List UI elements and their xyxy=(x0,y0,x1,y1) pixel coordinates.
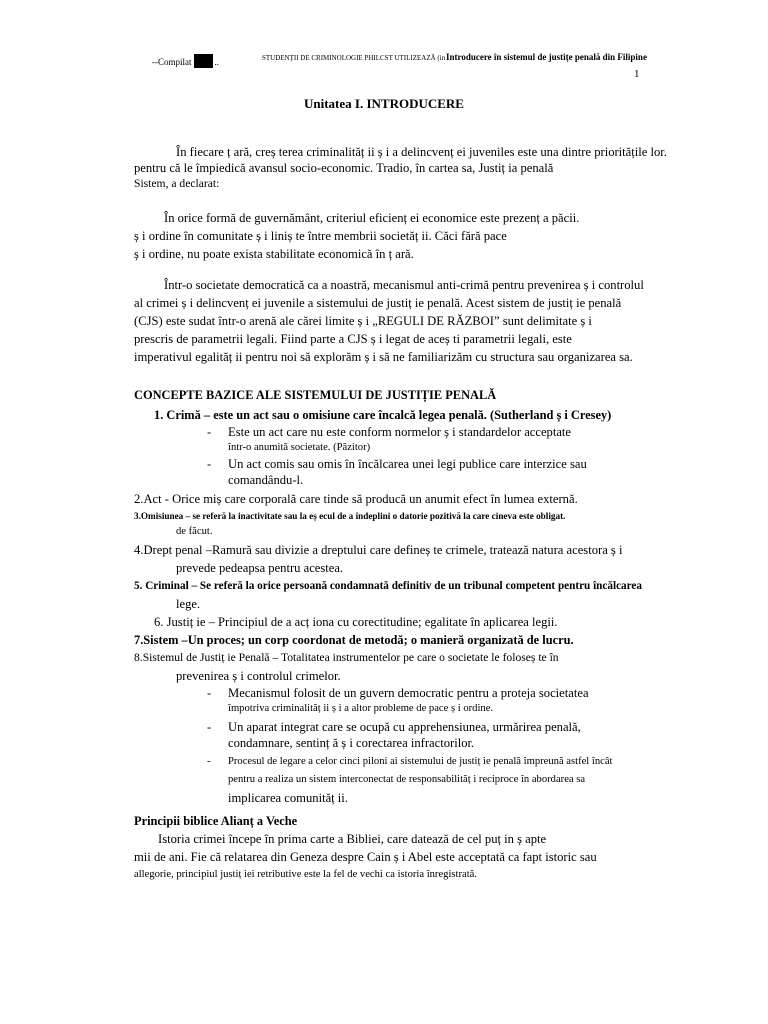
list-item xyxy=(134,424,764,440)
intro-line: Sistem, a declarat: xyxy=(134,177,220,190)
concept-omission-cont: de făcut. xyxy=(176,526,213,537)
header-middle-text: STUDENȚII DE CRIMINOLOGIE PHILCST UTILIZEAZĂ (in xyxy=(262,54,446,62)
intro-line: În fiecare ț ară, creș terea criminalităț ii ș i a delincvenț ei juveniles este una dintre prioritățile lor. xyxy=(176,145,667,159)
concepts-list xyxy=(134,406,764,807)
bullet-continuation: comandându-l. xyxy=(228,473,304,487)
page-header xyxy=(0,52,768,68)
biblical-line: Istoria crimei începe în prima carte a Bibliei, care datează de cel puț in ș apte xyxy=(158,832,547,846)
concept-system: 7.Sistem –Un proces; un corp coordonat de metodă; o manieră organizată de lucru. xyxy=(134,633,574,647)
bullet-continuation: condamnare, sentinț ă ș i corectarea infractorilor. xyxy=(228,736,475,750)
bullet-text: Un act comis sau omis în încălcarea unei legi publice care interzice sau xyxy=(228,457,587,471)
header-document-title: Introducere în sistemul de justițe penală din Filipine xyxy=(446,52,647,62)
header-compiled-by xyxy=(152,54,219,68)
concept-omission: 3.Omisiunea – se referă la inactivitate sau la eș ecul de a îndeplini o datorie pozitivă la care cineva este obligat. xyxy=(134,511,566,521)
biblical-heading: Principii biblice Alianț a Veche xyxy=(134,814,298,828)
cjs-line: al crimei ș i delincvenț ei juvenile a sistemului de justiț ie penală. Acest sistem de justiț ie penală xyxy=(134,296,622,310)
bullet-text: Un aparat integrat care se ocupă cu apprehensiunea, urmărirea penală, xyxy=(228,720,581,734)
concept-criminal-law: 4.Drept penal –Ramură sau divizie a dreptului care defineș te crimele, tratează natura acestora ș i xyxy=(134,543,623,557)
list-item xyxy=(134,753,764,771)
cjs-line: prescris de parametrii legali. Fiind parte a CJS ș i legat de aceș ti parametrii legali, este xyxy=(134,332,572,346)
dash-bullet: - xyxy=(207,686,212,700)
unit-title: Unitatea I. INTRODUCERE xyxy=(304,96,464,111)
page-number: 1 xyxy=(634,68,640,80)
list-item xyxy=(134,719,764,735)
cjs-line: Într-o societate democratică ca a noastră, mecanismul anti-crimă pentru prevenirea ș i controlul xyxy=(164,278,644,292)
intro-paragraph xyxy=(134,144,667,192)
quote-line: ș i ordine, nu poate exista stabilitate economică în ț ară. xyxy=(134,247,414,261)
dash-bullet: - xyxy=(207,756,211,767)
bullet-continuation: implicarea comunităț ii. xyxy=(228,791,348,805)
bullet-text: Este un act care nu este conform normelor ș i standardelor acceptate xyxy=(228,425,572,439)
bullet-continuation: împotriva criminalităț ii ș i a altor probleme de pace ș i ordine. xyxy=(228,703,494,714)
bullet-text: Mecanismul folosit de un guvern democratic pentru a proteja societatea xyxy=(228,686,589,700)
cjs-line: imperativul egalităț ii pentru noi să explorăm ș i să ne familiarizăm cu structura sau organizarea sa. xyxy=(134,350,633,364)
concept-cjs: 8.Sistemul de Justiț ie Penală – Totalitatea instrumentelor pe care o societate le foloseș te în xyxy=(134,651,559,664)
biblical-line: allegorie, principiul justiț iei retributive este la fel de vechi ca istoria înregistrată. xyxy=(134,869,477,880)
list-item xyxy=(134,456,764,472)
quote-paragraph xyxy=(134,209,579,263)
concept-justice: 6. Justiț ie – Principiul de a acț iona cu corectitudine; egalitate în aplicarea legii. xyxy=(154,615,558,629)
dash-bullet: - xyxy=(207,457,212,471)
intro-line: pentru că le împiedică avansul socio-economic. Tradio, în cartea sa, Justiț ia penală xyxy=(134,161,554,175)
header-left-tail: .. xyxy=(214,57,219,67)
bullet-continuation: într-o anumită societate. (Păzitor) xyxy=(228,442,371,453)
list-item xyxy=(134,685,764,701)
bullet-text: Procesul de legare a celor cinci piloni ai sistemului de justiț ie penală împreună astfel încât xyxy=(228,756,613,767)
cjs-paragraph xyxy=(134,276,644,366)
quote-line: În orice formă de guvernământ, criteriul eficienț ei economice este prezenț a păcii. xyxy=(164,211,580,225)
cjs-line: (CJS) este sudat într-o arenă ale cărei limite ș i „REGULI DE RĂZBOI” sunt delimitate ș i xyxy=(134,314,592,328)
header-left-text: --Compilat xyxy=(152,57,192,67)
quote-line: ș i ordine în comunitate ș i liniș te între membrii societăț ii. Căci fără pace xyxy=(134,229,507,243)
concept-criminal-cont: lege. xyxy=(176,597,201,611)
bullet-continuation: pentru a realiza un sistem interconectat de responsabilităț i reciproce în abordarea sa xyxy=(228,774,586,785)
concept-crime: 1. Crimă – este un act sau o omisiune care încalcă legea penală. (Sutherland ș i Cresey) xyxy=(154,408,612,422)
dash-bullet: - xyxy=(207,720,212,734)
biblical-paragraph xyxy=(134,830,597,884)
concepts-heading: CONCEPTE BAZICE ALE SISTEMULUI DE JUSTIȚIE PENALĂ xyxy=(134,388,497,402)
biblical-line: mii de ani. Fie că relatarea din Geneza despre Cain ș i Abel este acceptată ca fapt istoric sau xyxy=(134,850,597,864)
concept-criminal: 5. Criminal – Se referă la orice persoană condamnată definitiv de un tribunal competent pentru încălcarea xyxy=(134,580,642,592)
redaction-box xyxy=(194,54,213,68)
concept-act: 2.Act - Orice miș care corporală care tinde să producă un anumit efect în lumea externă. xyxy=(134,492,578,506)
concept-criminal-law-cont: prevede pedeapsa pentru acestea. xyxy=(176,561,344,575)
concept-cjs-cont: prevenirea ș i controlul crimelor. xyxy=(176,669,341,683)
dash-bullet: - xyxy=(207,425,212,439)
